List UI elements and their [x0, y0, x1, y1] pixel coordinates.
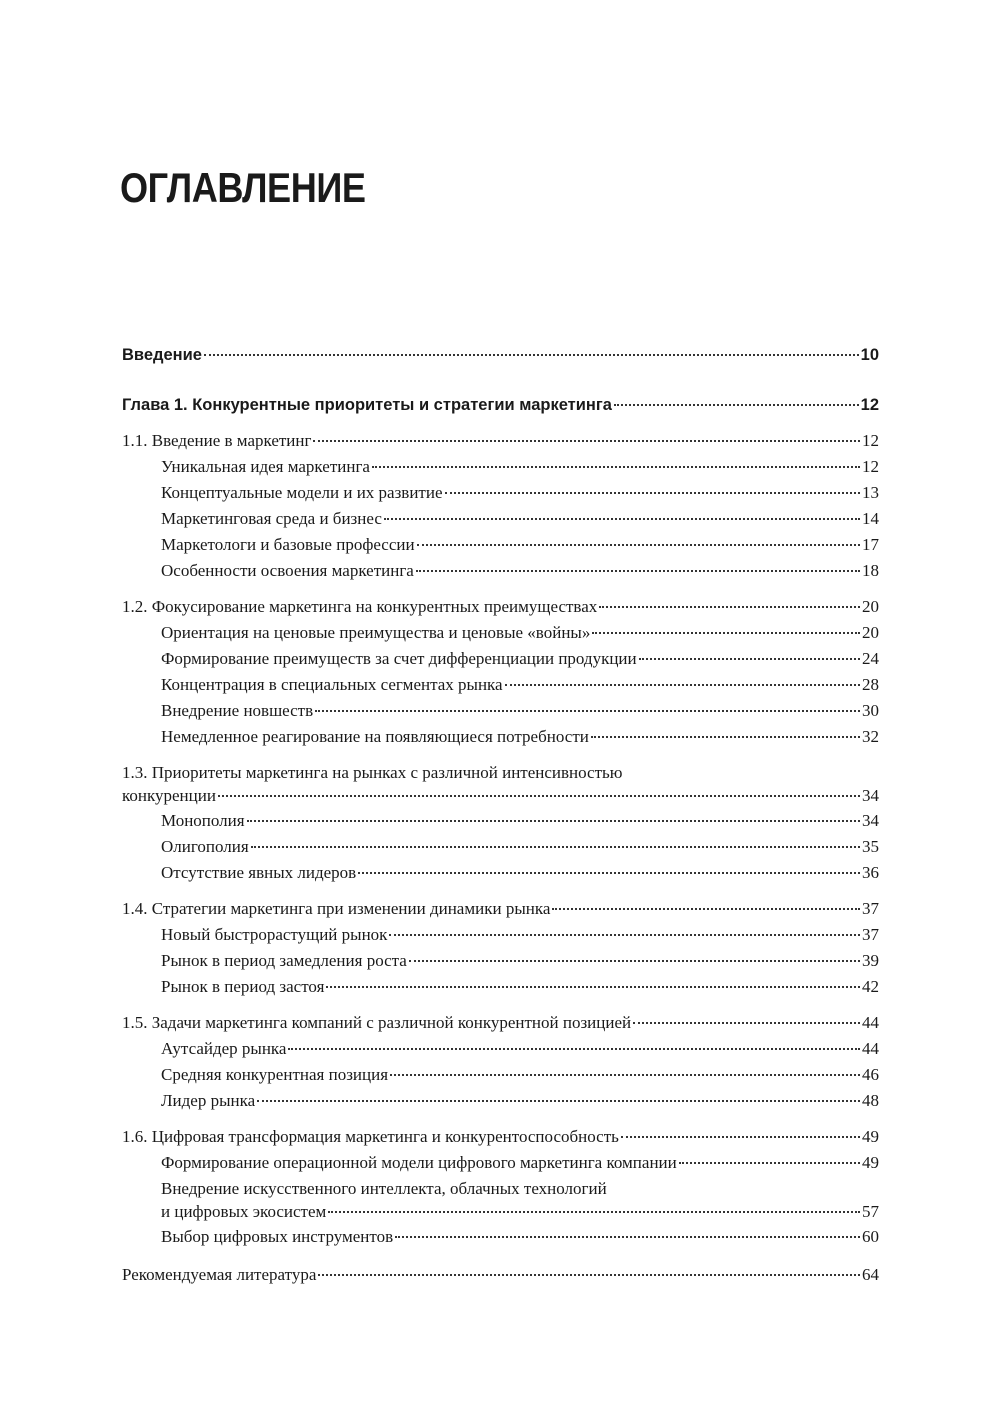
- toc-entry-subsection[interactable]: [122, 860, 879, 886]
- toc-entry-page: 37: [862, 899, 879, 918]
- dot-leader: [313, 438, 860, 442]
- dot-leader: [384, 516, 860, 520]
- toc-entry-subsection[interactable]: [122, 506, 879, 532]
- dot-leader: [395, 1234, 860, 1238]
- toc-entry-label: Рынок в период застоя: [161, 977, 325, 996]
- toc-entry-page: 46: [862, 1065, 879, 1084]
- toc-entry-label: 1.5. Задачи маркетинга компаний с различной конкурентной позицией: [122, 1013, 632, 1032]
- dot-leader: [417, 542, 860, 546]
- toc-entry-page: 17: [862, 535, 879, 554]
- dot-leader: [409, 958, 860, 962]
- toc-entry-label: Отсутствие явных лидеров: [161, 863, 357, 882]
- toc-entry-page: 18: [862, 561, 879, 580]
- toc-entry-label: Средняя конкурентная позиция: [161, 1065, 389, 1084]
- dot-leader: [633, 1020, 860, 1024]
- toc-entry-label: Ориентация на ценовые преимущества и ценовые «войны»: [161, 623, 591, 642]
- dot-leader: [389, 932, 860, 936]
- toc-entry-label: и цифровых экосистем: [161, 1202, 327, 1221]
- dot-leader: [318, 1272, 860, 1276]
- dot-leader: [251, 844, 860, 848]
- toc-entry-page: 36: [862, 863, 879, 882]
- toc-entry-page: 48: [862, 1091, 879, 1110]
- dot-leader: [328, 1209, 860, 1213]
- toc-entry-subsection[interactable]: [122, 646, 879, 672]
- dot-leader: [204, 352, 859, 356]
- toc-entry-page: 44: [862, 1013, 879, 1032]
- toc-entry-subsection[interactable]: [122, 620, 879, 646]
- toc-entry-subsection[interactable]: [122, 532, 879, 558]
- toc-entry-subsection[interactable]: [122, 724, 879, 750]
- toc-entry-subsection[interactable]: [122, 808, 879, 834]
- dot-leader: [639, 656, 860, 660]
- toc-entry-subsection[interactable]: [122, 1200, 879, 1224]
- dot-leader: [326, 984, 860, 988]
- toc-entry-page: 24: [862, 649, 879, 668]
- toc-entry-label: конкуренции: [122, 786, 216, 805]
- toc-entry-page: 10: [860, 346, 879, 364]
- toc-entry-page: 49: [862, 1153, 879, 1172]
- toc-entry-label: Маркетологи и базовые профессии: [161, 535, 415, 554]
- toc-entry-label: 1.1. Введение в маркетинг: [122, 431, 312, 450]
- toc-entry-subsection[interactable]: [122, 974, 879, 1000]
- toc-entry-page: 20: [862, 597, 879, 616]
- dot-leader: [257, 1098, 860, 1102]
- dot-leader: [621, 1134, 860, 1138]
- dot-leader: [372, 464, 860, 468]
- toc-entry-label: Лидер рынка: [161, 1091, 256, 1110]
- toc-entry-page: 14: [862, 509, 879, 528]
- toc-entry-label: Глава 1. Конкурентные приоритеты и стратегии маркетинга: [122, 396, 612, 414]
- toc-entry-section-line1[interactable]: 1.3. Приоритеты маркетинга на рынках с различной интенсивностью: [122, 763, 623, 782]
- toc-entry-page: 64: [862, 1265, 879, 1284]
- toc-entry-subsection[interactable]: [122, 1088, 879, 1114]
- toc-entry-label: Введение: [122, 346, 202, 364]
- dot-leader: [358, 870, 860, 874]
- dot-leader: [505, 682, 860, 686]
- dot-leader: [218, 793, 860, 797]
- toc-entry-subsection[interactable]: [122, 698, 879, 724]
- toc-entry-section[interactable]: [122, 1010, 879, 1036]
- toc-entry-subsection[interactable]: [122, 834, 879, 860]
- toc-entry-page: 60: [862, 1227, 879, 1246]
- toc-entry-label: 1.4. Стратегии маркетинга при изменении динамики рынка: [122, 899, 551, 918]
- toc-entry-subsection[interactable]: [122, 454, 879, 480]
- toc-entry-page: 49: [862, 1127, 879, 1146]
- toc-entry-label: Особенности освоения маркетинга: [161, 561, 414, 580]
- toc-entry-subsection[interactable]: [122, 1062, 879, 1088]
- toc-entry-label: Новый быстрорастущий рынок: [161, 925, 388, 944]
- dot-leader: [614, 402, 859, 406]
- dot-leader: [552, 906, 860, 910]
- toc-entry-subsection[interactable]: [122, 1224, 879, 1250]
- toc-entry-subsection-line1[interactable]: Внедрение искусственного интеллекта, облачных технологий: [161, 1179, 607, 1198]
- toc-entry-subsection[interactable]: [122, 672, 879, 698]
- toc-entry-label: Выбор цифровых инструментов: [161, 1227, 394, 1246]
- toc-entry-section[interactable]: [122, 784, 879, 808]
- toc-entry-label: Внедрение новшеств: [161, 701, 314, 720]
- toc-entry-page: 12: [862, 431, 879, 450]
- dot-leader: [679, 1160, 860, 1164]
- toc-entry-page: 42: [862, 977, 879, 996]
- toc-entry-label: 1.2. Фокусирование маркетинга на конкурентных преимуществах: [122, 597, 598, 616]
- dot-leader: [390, 1072, 860, 1076]
- toc-entry-page: 12: [862, 457, 879, 476]
- toc-entry-label: Концептуальные модели и их развитие: [161, 483, 443, 502]
- toc-entry-label: Уникальная идея маркетинга: [161, 457, 370, 476]
- toc-entry-page: 20: [862, 623, 879, 642]
- toc-entry-page: 37: [862, 925, 879, 944]
- toc-entry-subsection[interactable]: [122, 1036, 879, 1062]
- toc-entry-page: 35: [862, 837, 879, 856]
- toc-entry-page: 13: [862, 483, 879, 502]
- toc-entry-label: Маркетинговая среда и бизнес: [161, 509, 382, 528]
- toc-entry-label: Олигополия: [161, 837, 249, 856]
- toc-entry-intro[interactable]: [122, 342, 879, 368]
- dot-leader: [416, 568, 860, 572]
- toc-entry-page: 39: [862, 951, 879, 970]
- dot-leader: [288, 1046, 860, 1050]
- page-title: ОГЛАВЛЕНИЕ: [120, 164, 366, 211]
- toc-entry-page: 32: [862, 727, 879, 746]
- toc-entry-references[interactable]: [122, 1262, 879, 1288]
- toc-entry-label: Формирование операционной модели цифрового маркетинга компании: [161, 1153, 677, 1172]
- dot-leader: [247, 818, 860, 822]
- toc-entry-label: Концентрация в специальных сегментах рынка: [161, 675, 503, 694]
- table-of-contents: [122, 342, 879, 1288]
- dot-leader: [315, 708, 860, 712]
- toc-entry-page: 57: [862, 1202, 879, 1221]
- toc-entry-page: 44: [862, 1039, 879, 1058]
- toc-entry-subsection[interactable]: [122, 480, 879, 506]
- toc-entry-section[interactable]: [122, 1124, 879, 1150]
- dot-leader: [591, 734, 860, 738]
- toc-entry-page: 30: [862, 701, 879, 720]
- dot-leader: [592, 630, 860, 634]
- toc-entry-label: 1.6. Цифровая трансформация маркетинга и конкурентоспособность: [122, 1127, 619, 1146]
- toc-entry-page: 34: [862, 811, 879, 830]
- toc-entry-label: Формирование преимуществ за счет дифференциации продукции: [161, 649, 637, 668]
- toc-entry-subsection[interactable]: [122, 948, 879, 974]
- toc-entry-section[interactable]: [122, 594, 879, 620]
- toc-entry-subsection[interactable]: [122, 1150, 879, 1176]
- toc-entry-section[interactable]: [122, 896, 879, 922]
- dot-leader: [599, 604, 860, 608]
- toc-entry-page: 34: [862, 786, 879, 805]
- toc-entry-label: Немедленное реагирование на появляющиеся потребности: [161, 727, 589, 746]
- toc-entry-subsection[interactable]: [122, 922, 879, 948]
- toc-entry-label: Монополия: [161, 811, 245, 830]
- dot-leader: [445, 490, 860, 494]
- toc-entry-chapter-1[interactable]: [122, 392, 879, 418]
- toc-entry-subsection[interactable]: [122, 558, 879, 584]
- toc-entry-label: Рекомендуемая литература: [122, 1265, 317, 1284]
- toc-entry-page: 28: [862, 675, 879, 694]
- toc-entry-page: 12: [860, 396, 879, 414]
- toc-entry-section[interactable]: [122, 428, 879, 454]
- toc-entry-label: Аутсайдер рынка: [161, 1039, 287, 1058]
- toc-entry-label: Рынок в период замедления роста: [161, 951, 407, 970]
